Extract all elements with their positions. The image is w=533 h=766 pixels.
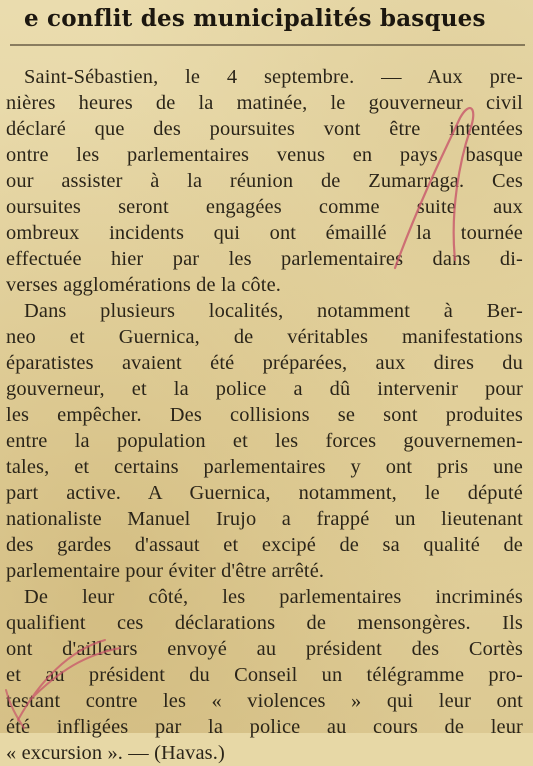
text-line: Saint-Sébastien, le 4 septembre. — Aux pre- (24, 66, 523, 88)
headline-rule (10, 44, 525, 46)
text-line: entre la population et les forces gouvernemen- (6, 430, 523, 452)
text-line: ontre les parlementaires venus en pays basque (6, 144, 523, 166)
text-line: verses agglomérations de la côte. (6, 274, 282, 296)
text-line: nières heures de la matinée, le gouverneur civil (6, 92, 523, 114)
text-line: ombreux incidents qui ont émaillé la tournée (6, 222, 523, 244)
text-line: les empêcher. Des collisions se sont produites (6, 404, 523, 426)
text-line: éparatistes avaient été préparées, aux dires du (6, 352, 523, 374)
text-line: tales, et certains parlementaires y ont pris une (6, 456, 523, 478)
text-line: our assister à la réunion de Zumarraga. Ces (6, 170, 523, 192)
text-line: été infligées par la police au cours de leur (6, 716, 523, 738)
text-line: gouverneur, et la police a dû intervenir pour (6, 378, 523, 400)
text-line: De leur côté, les parlementaires incriminés (24, 586, 523, 608)
text-line: ont d'ailleurs envoyé au président des Cortès (6, 638, 523, 660)
text-line: des gardes d'assaut et excipé de sa qualité de (6, 534, 523, 556)
headline: e conflit des municipalités basques (24, 5, 486, 32)
text-line: nationaliste Manuel Irujo a frappé un lieutenant (6, 508, 523, 530)
text-line: testant contre les « violences » qui leur ont (6, 690, 523, 712)
text-line: oursuites seront engagées comme suite aux (6, 196, 523, 218)
text-line: « excursion ». — (Havas.) (6, 742, 225, 764)
text-line: qualifient ces déclarations de mensongères. Ils (6, 612, 523, 634)
text-line: et au président du Conseil un télégramme pro- (6, 664, 523, 686)
text-line: neo et Guernica, de véritables manifestations (6, 326, 523, 348)
text-line: parlementaire pour éviter d'être arrêté. (6, 560, 325, 582)
text-line: Dans plusieurs localités, notamment à Ber- (24, 300, 523, 322)
text-line: déclaré que des poursuites vont être intentées (6, 118, 523, 140)
text-line: effectuée hier par les parlementaires dans di- (6, 248, 523, 270)
text-line: part active. A Guernica, notamment, le député (6, 482, 523, 504)
